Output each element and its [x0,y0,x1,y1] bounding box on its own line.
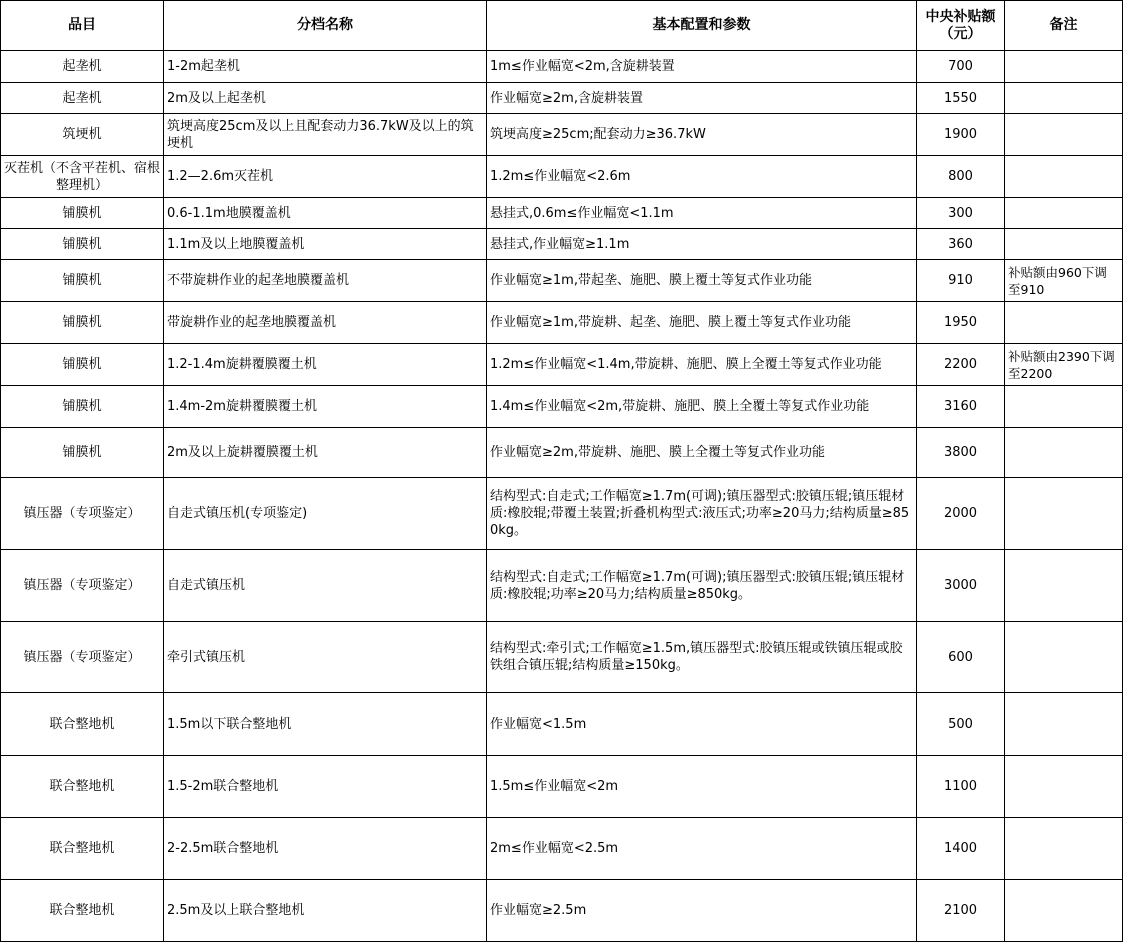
cell-remark [1005,156,1123,198]
cell-grade: 0.6-1.1m地膜覆盖机 [164,198,487,229]
cell-grade: 1.5m以下联合整地机 [164,693,487,756]
cell-config: 作业幅宽<1.5m [487,693,917,756]
cell-config: 2m≤作业幅宽<2.5m [487,818,917,880]
cell-grade: 筑埂高度25cm及以上且配套动力36.7kW及以上的筑埂机 [164,114,487,156]
cell-grade: 2m及以上起垄机 [164,83,487,114]
table-row [1,51,1123,83]
cell-config: 结构型式:自走式;工作幅宽≥1.7m(可调);镇压器型式:胶镇压辊;镇压辊材质:橡胶辊;功率≥20马力;结构质量≥850kg。 [487,550,917,622]
cell-config: 筑埂高度≥25cm;配套动力≥36.7kW [487,114,917,156]
cell-remark [1005,83,1123,114]
table-row [1,622,1123,693]
cell-grade: 带旋耕作业的起垄地膜覆盖机 [164,302,487,344]
cell-subsidy: 3800 [917,428,1005,478]
cell-remark [1005,622,1123,693]
cell-config: 悬挂式,作业幅宽≥1.1m [487,229,917,260]
cell-remark [1005,550,1123,622]
cell-grade: 牵引式镇压机 [164,622,487,693]
cell-subsidy: 800 [917,156,1005,198]
table-row [1,428,1123,478]
cell-config: 1.5m≤作业幅宽<2m [487,756,917,818]
cell-subsidy: 2100 [917,880,1005,942]
cell-remark [1005,229,1123,260]
cell-config: 结构型式:自走式;工作幅宽≥1.7m(可调);镇压器型式:胶镇压辊;镇压辊材质:橡胶辊;带覆土装置;折叠机构型式:液压式;功率≥20马力;结构质量≥850kg。 [487,478,917,550]
cell-grade: 1.4m-2m旋耕覆膜覆土机 [164,386,487,428]
cell-config: 作业幅宽≥1m,带旋耕、起垄、施肥、膜上覆土等复式作业功能 [487,302,917,344]
cell-subsidy: 2000 [917,478,1005,550]
cell-grade: 2-2.5m联合整地机 [164,818,487,880]
table-row [1,344,1123,386]
cell-item: 灭茬机（不含平茬机、宿根整理机） [1,156,164,198]
cell-grade: 不带旋耕作业的起垄地膜覆盖机 [164,260,487,302]
cell-grade: 1-2m起垄机 [164,51,487,83]
cell-grade: 自走式镇压机 [164,550,487,622]
cell-config: 结构型式:牵引式;工作幅宽≥1.5m,镇压器型式:胶镇压辊或铁镇压辊或胶铁组合镇压辊;结构质量≥150kg。 [487,622,917,693]
cell-config: 1.2m≤作业幅宽<1.4m,带旋耕、施肥、膜上全覆土等复式作业功能 [487,344,917,386]
table-row [1,756,1123,818]
cell-subsidy: 1950 [917,302,1005,344]
cell-subsidy: 500 [917,693,1005,756]
cell-item: 铺膜机 [1,260,164,302]
cell-item: 起垄机 [1,83,164,114]
cell-remark [1005,818,1123,880]
cell-item: 筑埂机 [1,114,164,156]
cell-item: 联合整地机 [1,693,164,756]
table-row [1,386,1123,428]
cell-remark [1005,198,1123,229]
table-body [1,51,1123,942]
table-row [1,302,1123,344]
cell-grade: 1.2—2.6m灭茬机 [164,156,487,198]
header-item: 品目 [1,1,164,51]
cell-grade: 1.5-2m联合整地机 [164,756,487,818]
cell-remark [1005,693,1123,756]
cell-item: 铺膜机 [1,344,164,386]
cell-remark: 补贴额由960下调至910 [1005,260,1123,302]
cell-subsidy: 3000 [917,550,1005,622]
cell-item: 联合整地机 [1,880,164,942]
cell-item: 联合整地机 [1,818,164,880]
cell-remark: 补贴额由2390下调至2200 [1005,344,1123,386]
cell-remark [1005,880,1123,942]
header-row [1,1,1123,51]
header-config: 基本配置和参数 [487,1,917,51]
cell-subsidy: 1100 [917,756,1005,818]
table-row [1,550,1123,622]
cell-item: 铺膜机 [1,229,164,260]
header-remark: 备注 [1005,1,1123,51]
cell-subsidy: 3160 [917,386,1005,428]
cell-item: 铺膜机 [1,386,164,428]
cell-grade: 1.2-1.4m旋耕覆膜覆土机 [164,344,487,386]
cell-item: 起垄机 [1,51,164,83]
cell-item: 镇压器（专项鉴定） [1,550,164,622]
table-row [1,156,1123,198]
cell-grade: 2m及以上旋耕覆膜覆土机 [164,428,487,478]
cell-subsidy: 300 [917,198,1005,229]
cell-subsidy: 1900 [917,114,1005,156]
cell-remark [1005,51,1123,83]
cell-item: 联合整地机 [1,756,164,818]
cell-item: 铺膜机 [1,198,164,229]
cell-config: 作业幅宽≥1m,带起垄、施肥、膜上覆土等复式作业功能 [487,260,917,302]
cell-remark [1005,114,1123,156]
cell-item: 铺膜机 [1,428,164,478]
table-row [1,260,1123,302]
cell-remark [1005,756,1123,818]
cell-grade: 1.1m及以上地膜覆盖机 [164,229,487,260]
cell-config: 悬挂式,0.6m≤作业幅宽<1.1m [487,198,917,229]
table-row [1,693,1123,756]
cell-subsidy: 910 [917,260,1005,302]
cell-item: 镇压器（专项鉴定） [1,478,164,550]
cell-subsidy: 600 [917,622,1005,693]
cell-subsidy: 360 [917,229,1005,260]
cell-subsidy: 1400 [917,818,1005,880]
cell-config: 作业幅宽≥2m,含旋耕装置 [487,83,917,114]
cell-grade: 自走式镇压机(专项鉴定) [164,478,487,550]
cell-config: 1.2m≤作业幅宽<2.6m [487,156,917,198]
cell-remark [1005,428,1123,478]
table-row [1,83,1123,114]
cell-config: 1m≤作业幅宽<2m,含旋耕装置 [487,51,917,83]
table-row [1,114,1123,156]
table-row [1,478,1123,550]
cell-config: 作业幅宽≥2.5m [487,880,917,942]
header-subsidy: 中央补贴额（元） [917,1,1005,51]
cell-config: 作业幅宽≥2m,带旋耕、施肥、膜上全覆土等复式作业功能 [487,428,917,478]
header-grade: 分档名称 [164,1,487,51]
table-row [1,198,1123,229]
cell-remark [1005,386,1123,428]
cell-subsidy: 1550 [917,83,1005,114]
cell-remark [1005,478,1123,550]
cell-config: 1.4m≤作业幅宽<2m,带旋耕、施肥、膜上全覆土等复式作业功能 [487,386,917,428]
table-row [1,818,1123,880]
cell-grade: 2.5m及以上联合整地机 [164,880,487,942]
cell-item: 镇压器（专项鉴定） [1,622,164,693]
cell-remark [1005,302,1123,344]
table-row [1,229,1123,260]
table-row [1,880,1123,942]
cell-subsidy: 2200 [917,344,1005,386]
cell-item: 铺膜机 [1,302,164,344]
cell-subsidy: 700 [917,51,1005,83]
